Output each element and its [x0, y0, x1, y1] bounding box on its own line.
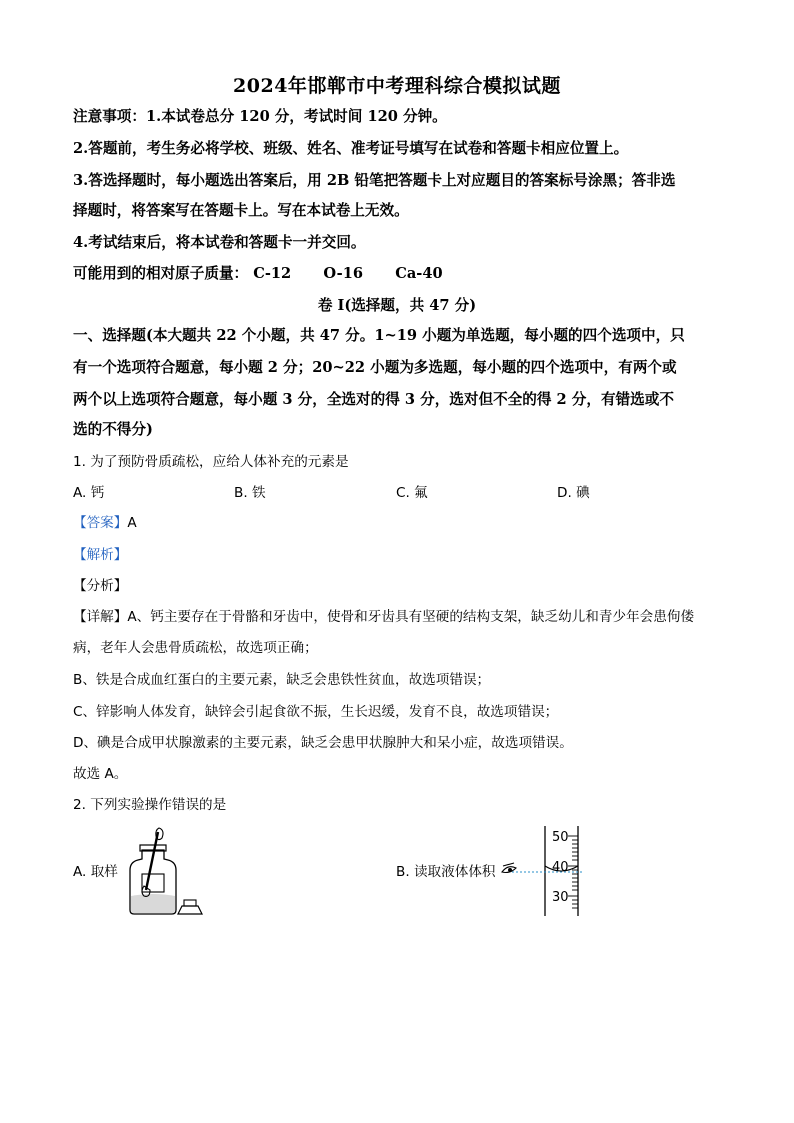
detail-text-a: A、钙主要存在于骨骼和牙齿中，使骨和牙齿具有坚硬的结构支架，缺乏幼儿和青少年会患佝偻: [127, 609, 695, 625]
answer-value: A: [127, 515, 137, 531]
analysis-tag: 【解析】: [73, 547, 128, 563]
q1-option-a: A. 钙: [73, 485, 105, 501]
q2-option-b: B. 读取液体体积: [396, 864, 496, 880]
reagent-bottle-illustration: [118, 826, 204, 918]
q1-answer: [73, 513, 725, 533]
cylinder-label-30: 30: [552, 890, 569, 905]
notice-line-3b: 择题时，将答案写在答题卡上。写在本试卷上无效。: [73, 202, 409, 219]
q1-detail-1: [73, 607, 725, 627]
section-desc-3: 两个以上选项符合题意，每小题 3 分，全选对的得 3 分，选对但不全的得 2 分，有错选或不: [73, 391, 674, 408]
q1-detail-c: C、锌影响人体发育，缺锌会引起食欲不振，生长迟缓，发育不良，故选项错误；: [73, 704, 559, 720]
stopper-top: [184, 900, 196, 906]
q1-option-c: C. 氟: [396, 485, 428, 501]
answer-tag: 【答案】: [73, 515, 128, 531]
cylinder-label-40: 40: [552, 860, 569, 875]
q2-option-a: A. 取样: [73, 864, 118, 880]
notice-line-2: 2.答题前，考生务必将学校、班级、姓名、准考证号填写在试卷和答题卡相应位置上。: [73, 140, 629, 157]
atomic-mass-label: 可能用到的相对原子质量：: [73, 265, 249, 282]
detail-tag: 【详解】: [73, 609, 128, 625]
notice-line-4: 4.考试结束后，将本试卷和答题卡一并交回。: [73, 234, 366, 251]
q1-option-b: B. 铁: [234, 485, 266, 501]
q1-stem: 1. 为了预防骨质疏松，应给人体补充的元素是: [73, 454, 349, 470]
q2-stem: 2. 下列实验操作错误的是: [73, 797, 227, 813]
section-desc-4: 选的不得分): [73, 421, 153, 438]
notice-line-1: 注意事项：1.本试卷总分 120 分，考试时间 120 分钟。: [73, 108, 447, 125]
page-title: 2024年邯郸市中考理科综合模拟试题: [233, 75, 561, 97]
atomic-mass-c: C-12: [253, 265, 292, 282]
cylinder-label-50: 50: [552, 830, 569, 845]
section-desc-1: 一、选择题(本大题共 22 个小题，共 47 分。1~19 小题为单选题，每小题的四个选项中，只: [73, 327, 685, 344]
q1-conclusion: 故选 A。: [73, 766, 128, 782]
atomic-mass-line: [73, 264, 725, 284]
section-desc-2: 有一个选项符合题意，每小题 2 分；20~22 小题为多选题，每小题的四个选项中，有两个或: [73, 359, 677, 376]
q1-detail-b: B、铁是合成血红蛋白的主要元素，缺乏会患铁性贫血，故选项错误；: [73, 672, 491, 688]
fenxi-tag: 【分析】: [73, 578, 128, 594]
q1-detail-d: D、碘是合成甲状腺激素的主要元素，缺乏会患甲状腺肿大和呆小症，故选项错误。: [73, 735, 573, 751]
bottle-contents: [131, 894, 175, 913]
q1-detail-2: 病，老年人会患骨质疏松，故选项正确；: [73, 640, 318, 656]
atomic-mass-ca: Ca-40: [395, 265, 443, 282]
bottle-stopper: [178, 906, 202, 914]
q1-option-d: D. 碘: [557, 485, 590, 501]
section-title: 卷 I(选择题，共 47 分): [317, 297, 477, 314]
notice-line-3a: 3.答选择题时，每小题选出答案后，用 2B 铅笔把答题卡上对应题目的答案标号涂黑；答非选: [73, 172, 676, 189]
measuring-cylinder-illustration: [498, 826, 588, 918]
eye-icon: [502, 863, 516, 873]
atomic-mass-o: O-16: [323, 265, 364, 282]
